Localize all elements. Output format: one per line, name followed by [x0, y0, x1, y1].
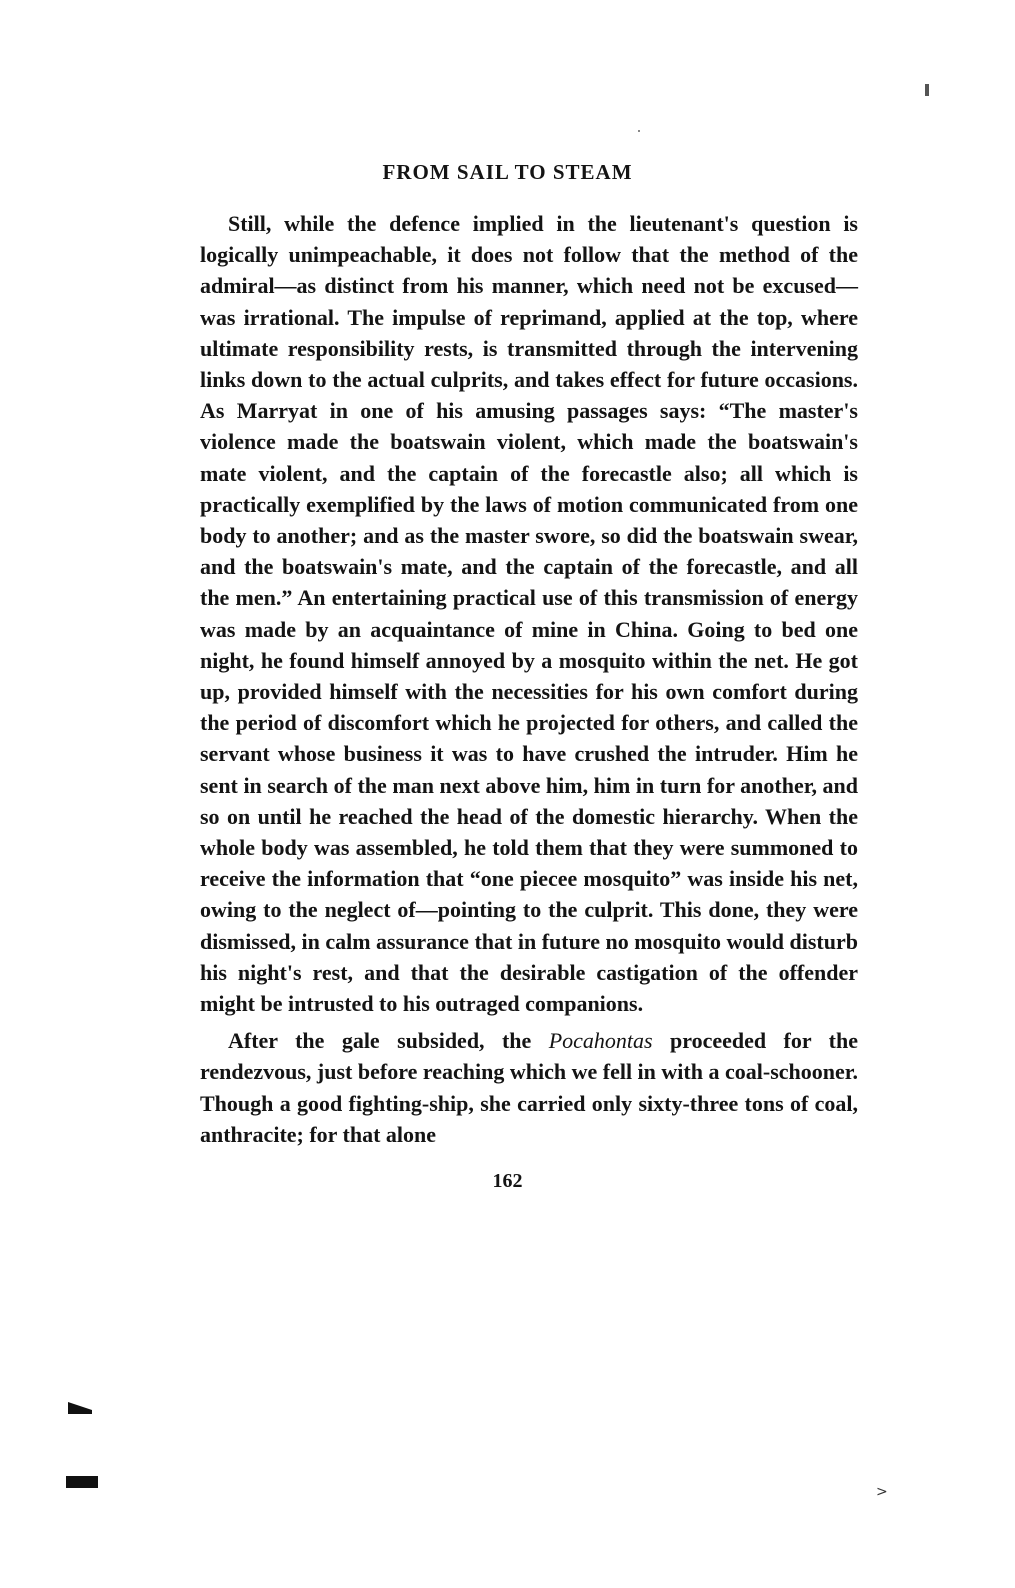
- page-number: 162: [492, 1170, 523, 1192]
- scan-artifact-mark: [925, 84, 929, 96]
- scan-arrow-mark: [68, 1402, 92, 1414]
- body-text: [200, 208, 858, 1150]
- paragraph: [200, 1025, 858, 1150]
- paragraph: [200, 208, 858, 1019]
- paragraph-text: proceeded for the rendezvous, just before reaching which we fell in with a coal-schooner. Though a good fighting-ship, she carried only sixty-three tons of coal, anthracite; for that alone: [200, 1028, 858, 1147]
- scan-chevron-mark: >: [876, 1484, 888, 1500]
- running-title: FROM SAIL TO STEAM: [382, 160, 633, 184]
- ship-name: Pocahontas: [548, 1028, 653, 1054]
- scan-block-mark: [66, 1476, 98, 1488]
- paragraph-text: After the gale subsided, the: [228, 1028, 549, 1054]
- scan-artifact-dot: [638, 130, 640, 132]
- paragraph-text: Still, while the defence implied in the lieutenant's question is logically unimpeachable, it does not follow that the method of the admiral—as distinct from his manner, which need not be excused—was irrational. The impulse of reprimand, applied at the top, where ultimate responsibility rests, is transmitted through the intervening links down to the actual culprits, and takes effect for future occasions. As Marryat in one of his amusing passages says: “The master's violence made the boatswain violent, which made the boatswain's mate violent, and the captain of the forecastle also; all which is practically exemplified by the laws of motion communicated from one body to another; and as the master swore, so did the boatswain swear, and the boatswain's mate, and the captain of the forecastle, and all the men.” An entertaining practical use of this transmission of energy was made by an acquaintance of mine in China. Going to bed one night, he found himself annoyed by a mosquito within the net. He got up, provided himself with the necessities for his own comfort during the period of discomfort which he projected for others, and called the servant whose business it was to have crushed the intruder. Him he sent in search of the man next above him, him in turn for another, and so on until he reached the head of the domestic hierarchy. When the whole body was assembled, he told them that they were summoned to receive the information that “one piecee mosquito” was inside his net, owing to the neglect of—pointing to the culprit. This done, they were dismissed, in calm assurance that in future no mosquito would disturb his night's rest, and that the desirable castigation of the offender might be intrusted to his outraged companions.: [200, 211, 858, 1017]
